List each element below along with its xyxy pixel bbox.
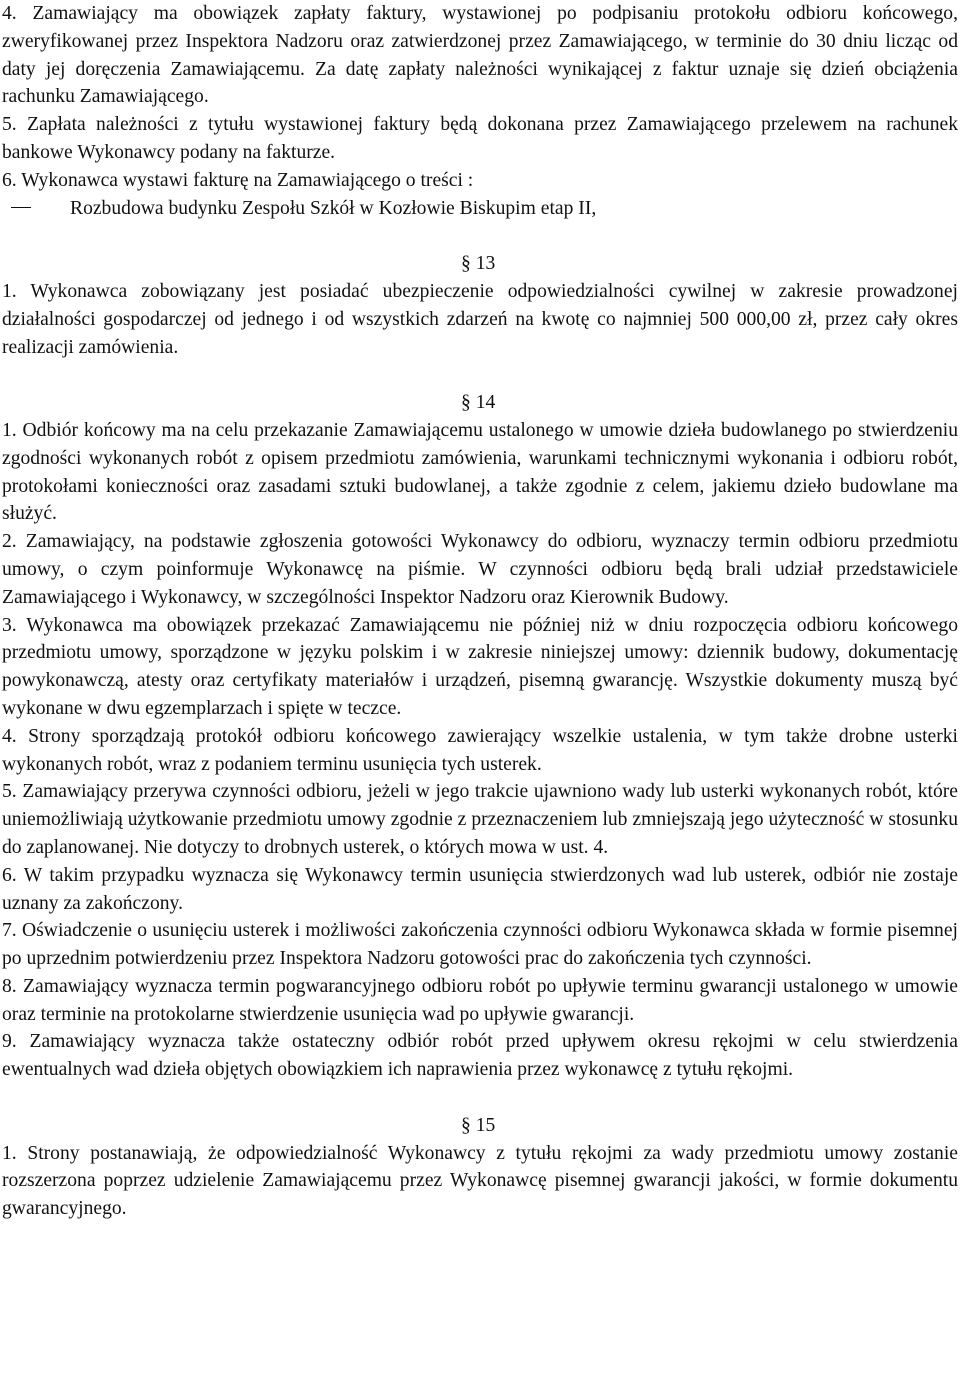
- section-13-paragraph-1: 1. Wykonawca zobowiązany jest posiadać ubezpieczenie odpowiedzialności cywilnej w zakresie prowadzonej działalności gospodarczej od jednego i od wszystkich zdarzeń na kwotę co najmniej 500 000,00 zł, przez cały okres realizacji zamówienia.: [2, 280, 958, 358]
- spacer: [2, 1084, 958, 1112]
- spacer: [2, 222, 958, 250]
- paragraph-6: 6. Wykonawca wystawi fakturę na Zamawiającego o treści :: [2, 169, 474, 191]
- section-14-paragraph-3: 3. Wykonawca ma obowiązek przekazać Zamawiającemu nie później niż w dniu rozpoczęcia odbioru końcowego przedmiotu umowy, sporządzone w języku polskim i w zakresie niniejszej umowy: dziennik budowy, dokumentację powykonawczą, atesty oraz certyfikaty materiałów i urządzeń, pisemną gwarancję. Wszystkie dokumenty muszą być wykonane w dwu egzemplarzach i spięte w teczce.: [2, 614, 958, 719]
- dash-bullet-icon: [11, 207, 31, 208]
- document-page: [2, 0, 958, 1223]
- section-14-paragraph-9: 9. Zamawiający wyznacza także ostateczny odbiór robót przed upływem okresu rękojmi w celu stwierdzenia ewentualnych wad dzieła objętych obowiązkiem ich naprawienia przez wykonawcę z tytułu rękojmi.: [2, 1031, 958, 1081]
- section-14-heading: § 14: [461, 392, 496, 414]
- section-14-paragraph-4: 4. Strony sporządzają protokół odbioru końcowego zawierający wszelkie ustalenia, w tym także drobne usterki wykonanych robót, wraz z podaniem terminu usunięcia tych usterek.: [2, 725, 958, 775]
- section-14-paragraph-5: 5. Zamawiający przerywa czynności odbioru, jeżeli w jego trakcie ujawniono wady lub usterki wykonanych robót, które uniemożliwiają użytkowanie przedmiotu umowy zgodnie z przeznaczeniem lub zmniejszają jego użyteczność w stosunku do zaplanowanej. Nie dotyczy to drobnych usterek, o których mowa w ust. 4.: [2, 781, 958, 858]
- section-14-paragraph-8: 8. Zamawiający wyznacza termin pogwarancyjnego odbioru robót po upływie terminu gwarancji ustalonego w umowie oraz terminie na protokolarne stwierdzenie usunięcia wad po upływie gwarancji.: [2, 975, 958, 1025]
- section-14-paragraph-2: 2. Zamawiający, na podstawie zgłoszenia gotowości Wykonawcy do odbioru, wyznaczy termin odbioru przedmiotu umowy, o czym poinformuje Wykonawcę na piśmie. W czynności odbioru będą brali udział przedstawiciele Zamawiającego i Wykonawcy, w szczególności Inspektor Nadzoru oraz Kierownik Budowy.: [2, 531, 958, 608]
- paragraph-4: 4. Zamawiający ma obowiązek zapłaty faktury, wystawionej po podpisaniu protokołu odbioru końcowego, zweryfikowanej przez Inspektora Nadzoru oraz zatwierdzonej przez Zamawiającego, w terminie do 30 dniu licząc od daty jej doręczenia Zamawiającemu. Za datę zapłaty należności wynikającej z faktur uznaje się dzień obciążenia rachunku Zamawiającego.: [2, 3, 958, 108]
- invoice-content-text: Rozbudowa budynku Zespołu Szkół w Kozłowie Biskupim etap II,: [70, 197, 597, 219]
- spacer: [2, 361, 958, 389]
- section-13-heading: § 13: [461, 253, 496, 275]
- invoice-content-item: [2, 195, 958, 223]
- section-14-paragraph-6: 6. W takim przypadku wyznacza się Wykonawcy termin usunięcia stwierdzonych wad lub usterek, odbiór nie zostaje uznany za zakończony.: [2, 864, 958, 914]
- section-14-paragraph-7: 7. Oświadczenie o usunięciu usterek i możliwości zakończenia czynności odbioru Wykonawca składa w formie pisemnej po uprzednim potwierdzeniu przez Inspektora Nadzoru gotowości prac do zakończenia tych czynności.: [2, 920, 958, 970]
- section-15-heading: § 15: [461, 1114, 496, 1136]
- section-14-paragraph-1: 1. Odbiór końcowy ma na celu przekazanie Zamawiającemu ustalonego w umowie dzieła budowlanego po stwierdzeniu zgodności wykonanych robót z opisem przedmiotu zamówienia, warunkami technicznymi wykonania i odbioru robót, protokołami konieczności oraz zasadami sztuki budowlanej, a także zgodnie z celem, jakiemu dzieło budowlane ma służyć.: [2, 419, 958, 525]
- paragraph-5: 5. Zapłata należności z tytułu wystawionej faktury będą dokonana przez Zamawiającego przelewem na rachunek bankowe Wykonawcy podany na fakturze.: [2, 114, 958, 163]
- section-15-paragraph-1: 1. Strony postanawiają, że odpowiedzialność Wykonawcy z tytułu rękojmi za wady przedmiotu umowy zostanie rozszerzona poprzez udzielenie Zamawiającemu przez Wykonawcę pisemnej gwarancji jakości, w formie dokumentu gwarancyjnego.: [2, 1142, 958, 1220]
